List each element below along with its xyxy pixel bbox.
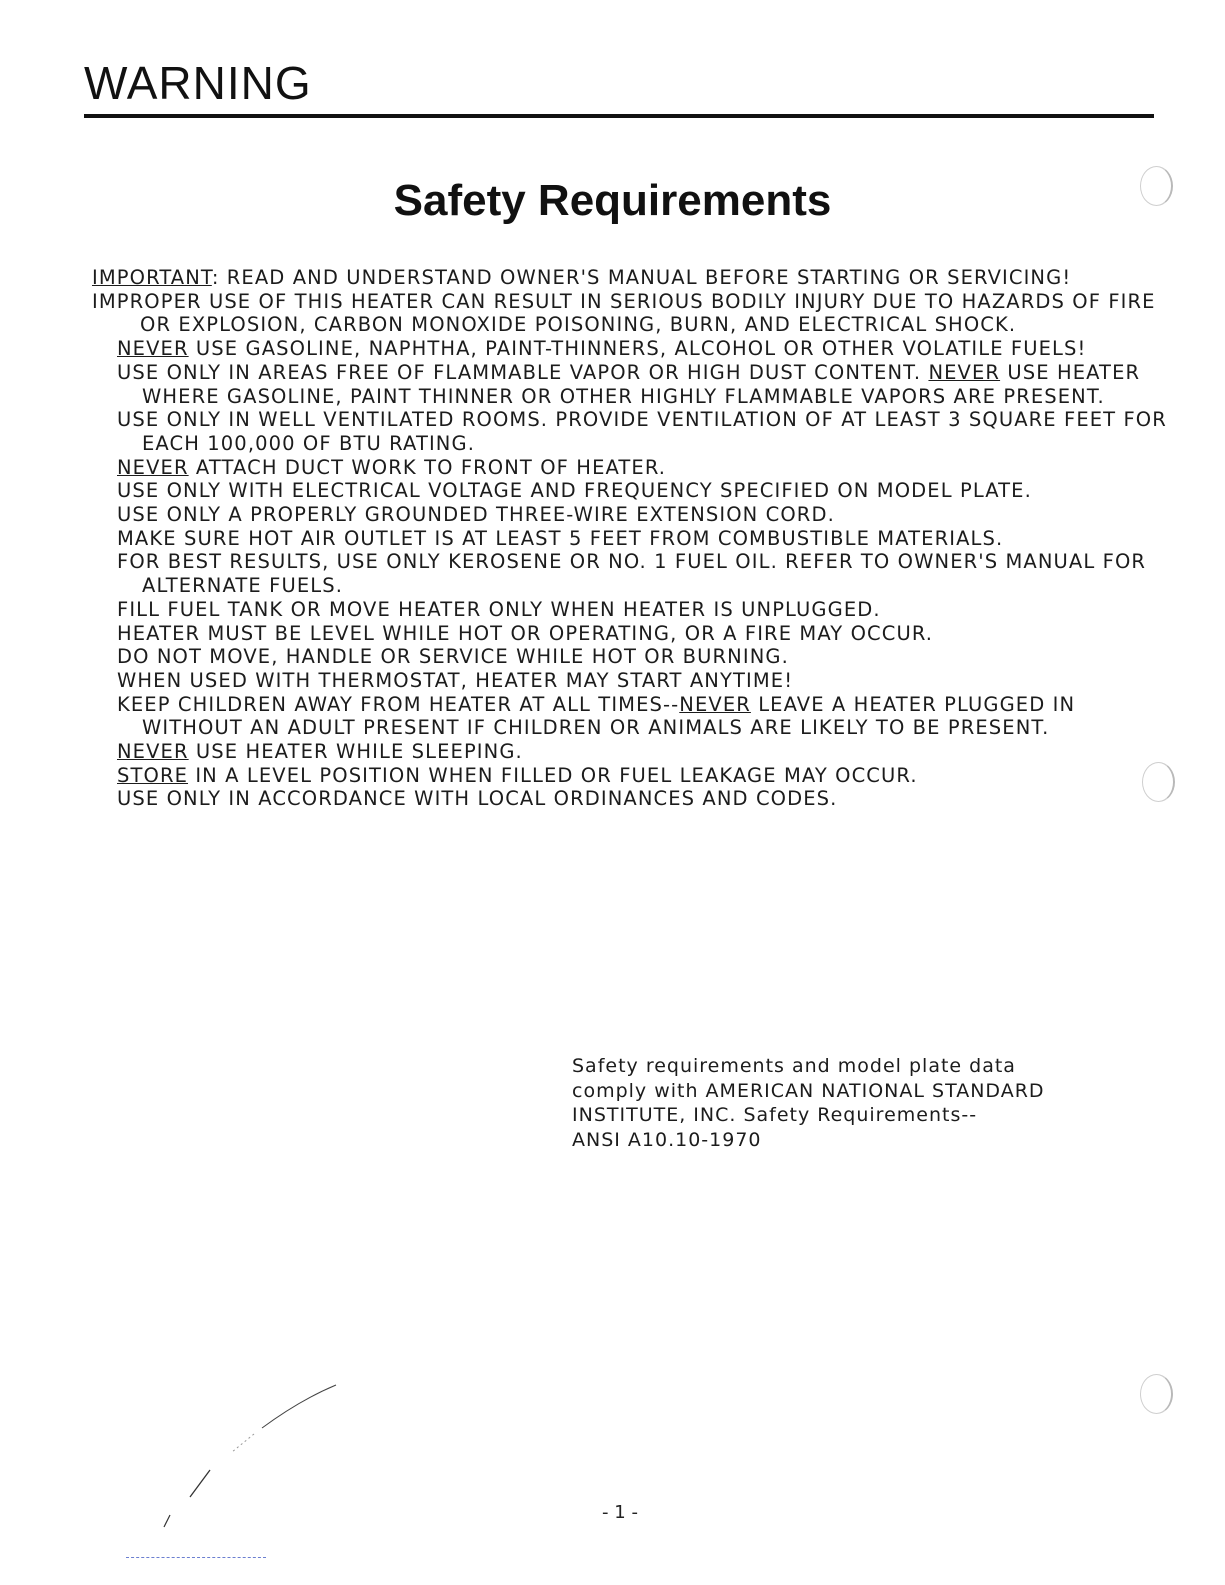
- safety-item-text: : READ AND UNDERSTAND OWNER'S MANUAL BEFORE STARTING OR SERVICING!: [211, 266, 1072, 289]
- safety-item-text: USE HEATER WHERE GASOLINE, PAINT THINNER OR OTHER HIGHLY FLAMMABLE VAPORS ARE PRESENT.: [142, 360, 1141, 408]
- safety-item-text: IMPROPER USE OF THIS HEATER CAN RESULT IN SERIOUS BODILY INJURY DUE TO HAZARDS OF FIRE OR EXPLOSION, CARBON MONOXIDE POISONING, BURN, AND ELECTRICAL SHOCK.: [92, 289, 1156, 337]
- emphasis-word: NEVER: [117, 740, 189, 764]
- safety-item-text: USE ONLY IN WELL VENTILATED ROOMS. PROVIDE VENTILATION OF AT LEAST 3 SQUARE FEET FOR EACH 100,000 OF BTU RATING.: [117, 408, 1167, 455]
- safety-item-text: IN A LEVEL POSITION WHEN FILLED OR FUEL LEAKAGE MAY OCCUR.: [188, 763, 918, 787]
- emphasis-word: NEVER: [117, 455, 189, 479]
- emphasis-word: NEVER: [679, 692, 751, 716]
- emphasis-word: IMPORTANT: [92, 266, 212, 289]
- safety-item-text: USE HEATER WHILE SLEEPING.: [188, 740, 523, 764]
- safety-item-text: ATTACH DUCT WORK TO FRONT OF HEATER.: [188, 455, 667, 479]
- safety-item-text: FOR BEST RESULTS, USE ONLY KEROSENE OR NO. 1 FUEL OIL. REFER TO OWNER'S MANUAL FOR ALTERNATE FUELS.: [117, 550, 1147, 598]
- emphasis-word: NEVER: [928, 360, 1001, 384]
- safety-item-text: DO NOT MOVE, HANDLE OR SERVICE WHILE HOT OR BURNING.: [117, 645, 789, 669]
- compliance-note-line: INSTITUTE, INC. Safety Requirements--: [572, 1104, 978, 1126]
- safety-item-text: KEEP CHILDREN AWAY FROM HEATER AT ALL TIMES--: [117, 692, 680, 716]
- safety-item-text: USE ONLY A PROPERLY GROUNDED THREE-WIRE EXTENSION CORD.: [117, 503, 835, 527]
- safety-item-text: USE ONLY IN AREAS FREE OF FLAMMABLE VAPOR OR HIGH DUST CONTENT.: [117, 360, 929, 384]
- safety-item-text: HEATER MUST BE LEVEL WHILE HOT OR OPERATING, OR A FIRE MAY OCCUR.: [117, 621, 934, 645]
- compliance-note-line: Safety requirements and model plate data: [572, 1055, 1016, 1077]
- safety-item-text: MAKE SURE HOT AIR OUTLET IS AT LEAST 5 FEET FROM COMBUSTIBLE MATERIALS.: [117, 526, 1004, 550]
- compliance-note-line: comply with AMERICAN NATIONAL STANDARD: [572, 1079, 1045, 1102]
- warning-heading: WARNING: [84, 57, 312, 109]
- emphasis-word: STORE: [117, 763, 189, 787]
- safety-item-text: USE ONLY WITH ELECTRICAL VOLTAGE AND FREQUENCY SPECIFIED ON MODEL PLATE.: [117, 479, 1032, 503]
- page-number: - 1 -: [602, 1502, 638, 1523]
- safety-item-text: USE ONLY IN ACCORDANCE WITH LOCAL ORDINANCES AND CODES.: [117, 787, 838, 811]
- safety-item-text: LEAVE A HEATER PLUGGED IN WITHOUT AN ADULT PRESENT IF CHILDREN OR ANIMALS ARE LIKELY TO BE PRESENT.: [142, 692, 1076, 740]
- compliance-note-line: ANSI A10.10-1970: [572, 1128, 762, 1151]
- safety-item-text: USE GASOLINE, NAPHTHA, PAINT-THINNERS, ALCOHOL OR OTHER VOLATILE FUELS!: [188, 337, 1087, 361]
- safety-item-text: WHEN USED WITH THERMOSTAT, HEATER MAY START ANYTIME!: [117, 668, 794, 692]
- page-title-text: Safety Requirements: [393, 176, 832, 225]
- emphasis-word: NEVER: [117, 337, 189, 361]
- bottom-dashed-line: [126, 1557, 266, 1558]
- safety-item-text: FILL FUEL TANK OR MOVE HEATER ONLY WHEN HEATER IS UNPLUGGED.: [117, 597, 881, 621]
